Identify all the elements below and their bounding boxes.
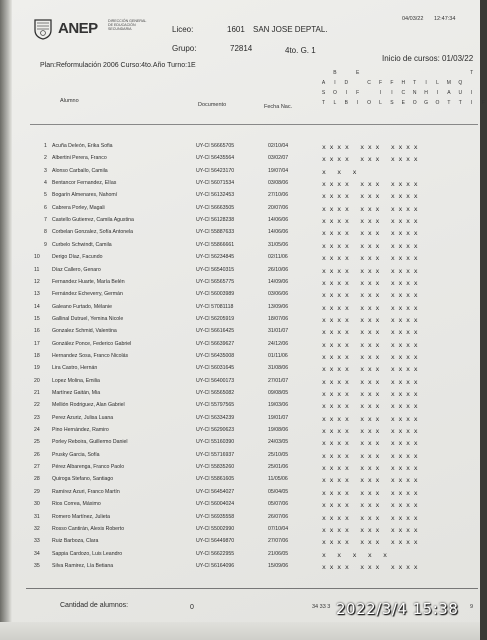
student-name: Rios Correa, Máximo — [52, 501, 101, 508]
student-dob: 14/06/06 — [268, 229, 289, 236]
student-marks: xxxx xxx xxxx — [322, 217, 422, 226]
student-document: UY-CI 55160390 — [196, 439, 235, 446]
print-date: 04/03/22 — [402, 16, 424, 22]
student-name: Martínez Gaitán, Mia — [52, 390, 101, 396]
student-document: UY-CI 55716937 — [196, 451, 235, 458]
row-number: 2 — [44, 155, 47, 162]
student-name: Bogarín Almenares, Nahomí — [52, 192, 118, 199]
subject-header-letter: G — [424, 100, 429, 106]
cantidad-label: Cantidad de alumnos: — [60, 602, 129, 609]
student-marks: xxxx xxx xxxx — [322, 241, 422, 250]
student-document: UY-CI 56031645 — [196, 365, 235, 372]
student-document: UY-CI 55861605 — [196, 476, 235, 483]
student-document: UY-CI 55835260 — [196, 464, 235, 471]
student-dob: 31/01/07 — [268, 328, 289, 335]
student-marks: xxxx xxx xxxx — [322, 254, 422, 263]
subject-header-letter: S — [390, 100, 394, 106]
student-dob: 19/01/07 — [268, 414, 289, 421]
footer-totals: 34 33 3 — [312, 604, 331, 610]
subject-header-letter: A — [447, 90, 451, 96]
student-marks: x x x x x — [322, 550, 391, 559]
student-dob: 19/08/06 — [268, 427, 289, 434]
logo-subtitle: DIRECCIÓN GENERAL DE EDUCACIÓN SECUNDARIA — [108, 19, 147, 32]
subject-header-letter: N — [412, 90, 417, 96]
student-name: Sappia Cardozo, Luis Leandro — [52, 550, 123, 557]
student-document: UY-CI 56290623 — [196, 427, 235, 434]
subject-header-letter: L — [436, 80, 439, 86]
student-document: UY-CI 56004024 — [196, 501, 235, 508]
footer-divider — [26, 588, 478, 589]
student-name: Derigo Díaz, Facundo — [52, 254, 103, 261]
student-document: UY-CI 56435564 — [196, 155, 235, 162]
student-document: UY-CI 56540315 — [196, 266, 235, 273]
row-number: 1 — [44, 143, 47, 149]
student-document: UY-CI 55866661 — [196, 241, 235, 248]
row-number: 25 — [34, 439, 40, 446]
student-name: Acuña Deleón, Erika Sofia — [52, 143, 113, 149]
cantidad-value: 0 — [190, 604, 194, 611]
student-name: Curbelo Schwindt, Camila — [52, 241, 112, 248]
student-dob: 11/05/06 — [268, 476, 288, 483]
student-marks: xxxx xxx xxxx — [322, 229, 422, 238]
student-marks: xxxx xxx xxxx — [322, 464, 422, 473]
student-marks: xxxx xxx xxxx — [322, 192, 422, 201]
subject-header-letter: I — [425, 80, 427, 86]
student-name: Albertini Perera, Franco — [52, 155, 107, 162]
student-document: UY-CI 56423170 — [196, 167, 235, 174]
student-marks: xxxx xxx xxxx — [322, 303, 422, 312]
subject-header-letter: M — [446, 80, 451, 86]
student-document: UY-CI 56132453 — [196, 192, 235, 199]
row-number: 23 — [34, 414, 40, 421]
student-marks: xxxx xxx xxxx — [322, 278, 422, 287]
student-name: Cabrera Porley, Magali — [52, 204, 105, 211]
subject-header-letter: H — [424, 90, 428, 96]
subject-header-letter: H — [401, 80, 406, 86]
student-name: Bentancor Fernandez, Elías — [52, 180, 117, 187]
student-name: González Ponce, Federico Gabriel — [52, 340, 132, 347]
student-dob: 05/07/06 — [268, 501, 289, 508]
row-number: 4 — [44, 180, 47, 187]
student-dob: 21/06/05 — [268, 550, 289, 557]
subject-header-letter: I — [391, 90, 393, 96]
student-marks: xxxx xxx xxxx — [322, 488, 422, 497]
student-marks: xxxx xxx xxxx — [322, 427, 422, 436]
student-name: Gonzalez Schmid, Valentina — [52, 328, 117, 335]
student-marks: xxxx xxx xxxx — [322, 266, 422, 275]
row-number: 16 — [34, 328, 40, 335]
subject-header-letter: F — [356, 90, 360, 96]
subject-header-letter: I — [379, 90, 382, 96]
row-number: 30 — [34, 501, 40, 508]
student-marks: xxxx xxx xxxx — [322, 525, 422, 534]
bottom-shadow — [0, 622, 480, 640]
header-divider — [30, 124, 478, 125]
student-name: Corbelan Gonzalez, Sofía Antonela — [52, 229, 134, 236]
student-dob: 14/06/06 — [268, 217, 289, 224]
student-name: Fernandez Huarte, María Belén — [52, 278, 125, 285]
subject-header-letter: T — [458, 100, 462, 106]
subject-header-letter: B — [344, 100, 348, 106]
student-name: Pino Hernández, Ramiro — [52, 427, 109, 434]
student-document: UY-CI 56003989 — [196, 291, 235, 298]
student-dob: 03/06/06 — [268, 291, 289, 298]
subject-header-letter: Q — [458, 80, 463, 86]
student-marks: xxxx xxx xxxx — [322, 155, 422, 164]
row-number: 5 — [44, 192, 47, 199]
student-document: UY-CI 56071534 — [196, 180, 235, 187]
student-document: UY-CI 56435008 — [196, 352, 235, 359]
student-name: Prusky Garcia, Sofía — [52, 451, 100, 458]
student-dob: 26/10/06 — [268, 266, 289, 273]
row-number: 8 — [44, 229, 47, 236]
student-document: UY-CI 55797565 — [196, 402, 235, 409]
footer-last-total: 9 — [470, 604, 474, 610]
student-dob: 27/01/07 — [268, 377, 289, 384]
student-name: Lira Castro, Hernán — [52, 365, 98, 372]
grupo-label: Grupo: — [172, 44, 197, 53]
student-dob: 01/11/06 — [268, 352, 288, 359]
student-name: Perez Azuriz, Julisa Luana — [52, 414, 114, 421]
subject-header-letter: I — [334, 80, 336, 86]
subject-header-letter: I — [356, 100, 359, 106]
row-number: 26 — [34, 451, 40, 458]
row-number: 9 — [44, 241, 47, 248]
student-marks: xxxx xxx xxxx — [322, 451, 422, 460]
student-marks: xxxx xxx xxxx — [322, 365, 422, 374]
row-number: 13 — [34, 291, 40, 298]
student-dob: 24/03/05 — [268, 439, 289, 446]
student-dob: 05/04/05 — [268, 488, 289, 495]
student-document: UY-CI 56616425 — [196, 328, 235, 335]
student-name: Pérez Albarenga, Franco Paolo — [52, 464, 125, 471]
student-name: Castello Gutierrez, Camila Agustina — [52, 217, 134, 224]
grupo-name: 4to. G. 1 — [285, 46, 316, 55]
subject-header-letter: F — [481, 100, 485, 106]
row-number: 35 — [34, 562, 40, 569]
row-number: 22 — [34, 402, 40, 409]
row-number: 31 — [34, 513, 40, 520]
row-number: 29 — [34, 488, 40, 495]
student-name: Ramírez Azuri, Franco Martín — [52, 488, 120, 495]
student-document: UY-CI 56454027 — [196, 488, 235, 495]
student-document: UY-CI 56400173 — [196, 377, 235, 384]
student-marks: xxxx xxx xxxx — [322, 204, 422, 213]
subject-header-letter: T — [321, 100, 326, 106]
student-dob: 31/08/06 — [268, 365, 289, 372]
student-marks: xxxx xxx xxxx — [322, 291, 422, 300]
student-document: UY-CI 56234845 — [196, 254, 235, 261]
row-number: 11 — [34, 266, 40, 273]
subject-header-letter: T — [447, 100, 451, 106]
student-name: Hernandez Sosa, Franco Nicolás — [52, 352, 129, 359]
row-number: 34 — [34, 550, 40, 557]
student-name: Rosso Cantirán, Alexis Roberto — [52, 525, 125, 532]
subject-header-letter: U — [458, 90, 463, 96]
student-document: UY-CI 56663505 — [196, 204, 235, 211]
student-document: UY-CI 57081118 — [196, 303, 234, 310]
student-document: UY-CI 56565082 — [196, 390, 235, 396]
student-dob: 07/10/04 — [268, 525, 289, 532]
student-document: UY-CI 56565775 — [196, 278, 235, 285]
student-dob: 13/09/06 — [268, 303, 289, 310]
student-dob: 27/07/06 — [268, 538, 289, 545]
student-name: Lopez Molina, Emilia — [52, 377, 100, 384]
row-number: 7 — [44, 217, 47, 224]
student-name: Mellión Rodriguez, Alan Gabriel — [52, 402, 125, 409]
liceo-label: Liceo: — [172, 25, 194, 34]
row-number: 17 — [34, 340, 40, 347]
student-dob: 02/10/04 — [268, 143, 289, 149]
student-dob: 25/01/06 — [268, 464, 289, 471]
student-dob: 25/10/05 — [268, 451, 289, 458]
student-name: Díaz Callero, Genaro — [52, 266, 101, 273]
student-dob: 20/07/06 — [268, 204, 289, 211]
student-marks: xxxx xxx xxxx — [322, 377, 422, 386]
student-document: UY-CI 56128238 — [196, 217, 235, 224]
student-marks: xxxx xxx xxxx — [322, 414, 422, 423]
student-marks: xxxx xxx xxxx — [322, 501, 422, 510]
student-document: UY-CI 56935558 — [196, 513, 235, 520]
column-documento: Documento — [198, 102, 227, 108]
student-document: UY-CI 56449870 — [196, 538, 235, 545]
student-dob: 14/09/06 — [268, 278, 289, 285]
student-dob: 03/08/06 — [268, 180, 289, 187]
student-name: Alonso Carballo, Camila — [52, 167, 108, 174]
student-marks: xxxx xxx xxxx — [322, 562, 422, 571]
subject-header-letter: L — [333, 100, 337, 106]
row-number: 15 — [34, 315, 40, 322]
subject-header-letter: I — [436, 90, 439, 96]
row-number: 32 — [34, 525, 40, 532]
subject-header-letter: C — [401, 90, 406, 96]
subject-header-letter: O — [412, 100, 417, 106]
student-name: Porley Reboira, Guillermo Daniel — [52, 439, 128, 446]
shield-icon — [34, 18, 52, 40]
student-document: UY-CI 56334239 — [196, 414, 235, 421]
student-name: Gallinal Dutruel, Yemina Nicole — [52, 315, 124, 322]
student-dob: 26/07/06 — [268, 513, 289, 520]
student-marks: xxxx xxx xxxx — [322, 315, 422, 324]
subject-header-letter: T — [413, 80, 417, 86]
student-dob: 15/09/06 — [268, 562, 289, 569]
grupo-number: 72814 — [230, 44, 253, 53]
column-alumno: Alumno — [60, 98, 79, 104]
student-dob: 18/07/06 — [268, 315, 289, 322]
row-number: 19 — [34, 365, 40, 372]
student-dob: 31/05/06 — [268, 241, 289, 248]
student-document: UY-CI 55887633 — [196, 229, 235, 236]
row-number: 33 — [34, 538, 40, 545]
student-dob: 03/02/07 — [268, 155, 289, 162]
subject-header-letter: I — [345, 90, 347, 96]
student-marks: xxxx xxx xxxx — [322, 439, 422, 448]
student-marks: xxxx xxx xxxx — [322, 352, 422, 361]
student-name: Quiroga Stefano, Santiago — [52, 476, 114, 483]
student-dob: 09/08/05 — [268, 390, 289, 396]
column-fecha: Fecha Nac. — [264, 104, 293, 110]
subject-header-letter: A — [321, 80, 326, 86]
student-dob: 19/07/04 — [268, 167, 289, 174]
subject-header-letter: E — [401, 100, 405, 106]
subject-header-letter: C — [367, 80, 371, 86]
student-document: UY-CI 56639627 — [196, 340, 235, 347]
subject-header-letter: F — [378, 80, 383, 86]
student-document: UY-CI 56164096 — [196, 562, 235, 569]
logo-text: ANEP — [58, 20, 98, 37]
student-dob: 27/10/06 — [268, 192, 289, 199]
row-number: 21 — [34, 390, 40, 396]
subject-header-letter: I — [470, 90, 473, 96]
row-number: 12 — [34, 278, 40, 285]
student-dob: 02/11/06 — [268, 254, 288, 261]
camera-timestamp: 2022/3/4 15:38 — [336, 600, 459, 618]
row-number: 24 — [34, 427, 40, 434]
student-marks: xxxx xxx xxxx — [322, 402, 422, 411]
student-document: UY-CI 56205919 — [196, 315, 235, 322]
subject-header-letter: O — [332, 90, 337, 96]
subject-header-letter: L — [379, 100, 382, 106]
student-dob: 19/03/06 — [268, 402, 289, 409]
student-marks: xxxx xxx xxxx — [322, 476, 422, 485]
anep-logo — [34, 18, 164, 40]
student-document: UY-CI 55002990 — [196, 525, 235, 532]
inicio-label: Inicio de cursos: — [382, 54, 440, 63]
subject-header-letter: O — [367, 100, 372, 106]
student-dob: 24/12/06 — [268, 340, 289, 347]
student-marks: xxxx xxx xxxx — [322, 328, 422, 337]
student-document: UY-CI 56622955 — [196, 550, 235, 557]
student-name: Romero Martínez, Julieta — [52, 513, 110, 520]
row-number: 10 — [34, 254, 40, 261]
row-number: 27 — [34, 464, 40, 471]
student-name: Fernández Echeverry, Germán — [52, 291, 123, 298]
student-document: UY-CI 56665705 — [196, 143, 235, 149]
subject-header-letter: B — [333, 70, 337, 76]
page-edge-shadow — [0, 0, 12, 640]
row-number: 20 — [34, 377, 40, 384]
subject-header-letter: I — [470, 100, 473, 106]
student-marks: xxxx xxx xxxx — [322, 538, 422, 547]
student-marks: xxxx xxx xxxx — [322, 390, 422, 398]
row-number: 14 — [34, 303, 40, 310]
student-marks: xxxx xxx xxxx — [322, 180, 422, 189]
subject-header-letter: S — [321, 90, 326, 96]
liceo-name: SAN JOSE DEPTAL. — [253, 25, 328, 34]
plan-line: Plan:Reformulación 2006 Curso:4to.Año Turno:1E — [40, 62, 196, 69]
subject-header-letter: O — [435, 100, 440, 106]
row-number: 6 — [44, 204, 47, 211]
student-marks: xxxx xxx xxxx — [322, 513, 422, 522]
student-marks: x x x — [322, 167, 361, 176]
subject-header-letter: T — [470, 70, 474, 76]
row-number: 3 — [44, 167, 47, 174]
row-number: 18 — [34, 352, 40, 359]
student-marks: xxxx xxx xxxx — [322, 340, 422, 349]
inicio-date: 01/03/22 — [442, 54, 474, 63]
subject-header-letter: F — [390, 80, 394, 86]
liceo-number: 1601 — [227, 25, 245, 34]
student-name: Silva Ramirez, Lía Betiana — [52, 562, 114, 569]
print-time: 12:47:34 — [434, 16, 456, 22]
subject-header-letter: D — [344, 80, 349, 86]
student-name: Galeano Furtado, Mélanie — [52, 303, 112, 310]
subject-header-letter: E — [356, 70, 360, 76]
student-name: Ruiz Barboza, Clara — [52, 538, 99, 545]
row-number: 28 — [34, 476, 40, 483]
student-marks: xxxx xxx xxxx — [322, 143, 422, 151]
